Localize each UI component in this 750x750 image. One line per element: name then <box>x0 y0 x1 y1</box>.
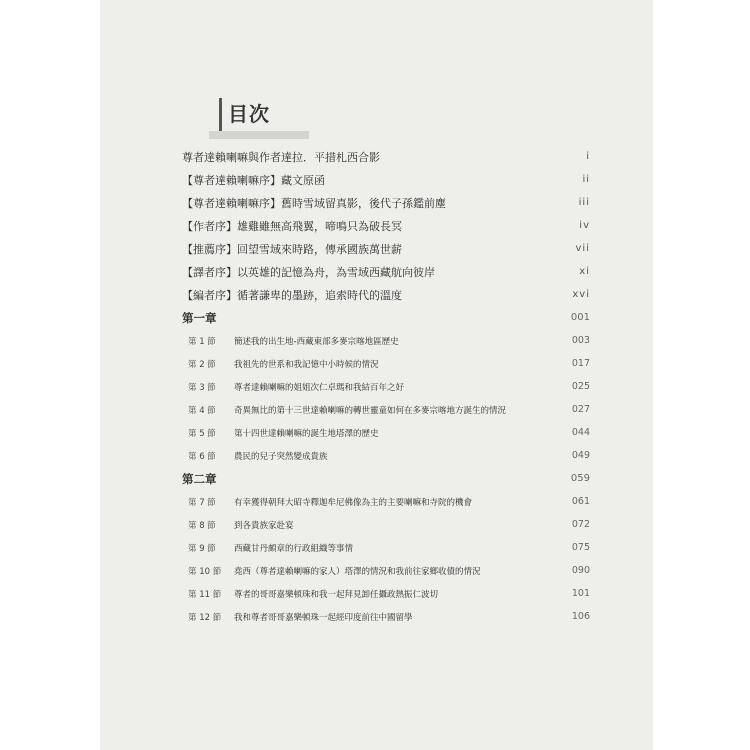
toc-section-10 <box>182 561 590 581</box>
toc-entry-label: 第十四世達賴喇嘛的誕生地塔澤的歷史 <box>234 429 379 439</box>
toc-entry-page: 090 <box>571 565 590 576</box>
toc-entry-label: 尊者的哥哥嘉樂頓珠和我一起拜見卸任攝政熱振仁波切 <box>234 590 439 600</box>
toc-entry-page: 106 <box>571 611 590 622</box>
toc-entry-label: 尊者達賴喇嘛的姐姐次仁卓瑪和我結百年之好 <box>234 383 405 393</box>
toc-entry-page: i <box>586 151 590 162</box>
toc-entry-label: 奇異無比的第十三世達賴喇嘛的轉世靈童如何在多麥宗喀地方誕生的情況 <box>234 406 507 416</box>
toc-entry-preface-7 <box>182 285 590 305</box>
toc-entry-page: 001 <box>570 312 590 323</box>
toc-entry-label: 尊者達賴喇嘛與作者達拉．平措札西合影 <box>182 151 380 164</box>
toc-entry-page: 044 <box>571 427 590 438</box>
toc-section-number: 第 12 節 <box>188 613 222 623</box>
toc-entry-label: 【推薦序】回望雪域來時路，傳承國族萬世薪 <box>182 243 402 256</box>
toc-entry-label: 到各貴族家赴宴 <box>234 521 294 531</box>
toc-section-number: 第 6 節 <box>188 452 216 462</box>
toc-section-number: 第 9 節 <box>188 544 216 554</box>
toc-entry-label: 有幸獲得朝拜大昭寺釋迦牟尼佛像為主的主要喇嘛和寺院的機會 <box>234 498 473 508</box>
toc-section-number: 第 10 節 <box>188 567 222 577</box>
toc-section-11 <box>182 584 590 604</box>
toc-entry-page: 003 <box>571 335 590 346</box>
toc-section-number: 第 11 節 <box>188 590 222 600</box>
toc-entry-label: 我祖先的世系和我記憶中小時候的情況 <box>234 360 379 370</box>
toc-section-number: 第 1 節 <box>188 337 216 347</box>
toc-entry-page: iv <box>579 220 590 231</box>
toc-section-number: 第 7 節 <box>188 498 216 508</box>
toc-entry-preface-2 <box>182 170 590 190</box>
toc-title: 目次 <box>228 102 270 126</box>
toc-entry-label: 簡述我的出生地-西藏東部多麥宗喀地區歷史 <box>234 337 399 347</box>
toc-section-4 <box>182 400 590 420</box>
toc-entry-label: 農民的兒子突然變成貴族 <box>234 452 328 462</box>
toc-entry-label: 堯西（尊者達賴喇嘛的家人）塔澤的情況和我前往家鄉收債的情況 <box>234 567 481 577</box>
toc-entry-page: vii <box>575 243 590 254</box>
toc-section-9 <box>182 538 590 558</box>
toc-entry-preface-6 <box>182 262 590 282</box>
toc-section-1 <box>182 331 590 351</box>
toc-section-3 <box>182 377 590 397</box>
toc-section-number: 第 4 節 <box>188 406 216 416</box>
toc-entry-label: 【尊者達賴喇嘛序】藏文原函 <box>182 174 325 187</box>
toc-entry-page: xi <box>579 266 590 277</box>
toc-entry-page: 059 <box>570 473 590 484</box>
toc-entry-preface-4 <box>182 216 590 236</box>
toc-entry-page: 049 <box>571 450 590 461</box>
toc-entry-label: 西藏甘丹頗章的行政組織等事情 <box>234 544 354 554</box>
toc-entry-page: ii <box>582 174 590 185</box>
toc-entry-label: 【譯者序】以英雄的記憶為舟，為雪域西藏航向彼岸 <box>182 266 435 279</box>
toc-entry-preface-1 <box>182 147 590 167</box>
toc-entry-page: iii <box>578 197 590 208</box>
toc-entry-preface-5 <box>182 239 590 259</box>
toc-chapter-title: 第一章 <box>182 311 217 325</box>
toc-entry-label: 我和尊者哥哥嘉樂頓珠一起經印度前往中國留學 <box>234 613 413 623</box>
toc-section-7 <box>182 492 590 512</box>
book-page <box>100 0 653 750</box>
toc-entry-page: 072 <box>571 519 590 530</box>
title-underline <box>209 131 309 139</box>
toc-entry-page: xvi <box>572 289 590 300</box>
toc-entry-page: 017 <box>571 358 590 369</box>
toc-entry-preface-3 <box>182 193 590 213</box>
toc-entry-label: 【作者序】雄雞雖無高飛翼，啼鳴只為破長冥 <box>182 220 402 233</box>
toc-entry-page: 025 <box>571 381 590 392</box>
toc-section-2 <box>182 354 590 374</box>
toc-section-5 <box>182 423 590 443</box>
toc-section-6 <box>182 446 590 466</box>
toc-entry-label: 【尊者達賴喇嘛序】舊時雪域留真影，後代子孫鑑前塵 <box>182 197 446 210</box>
toc-chapter-2 <box>182 469 590 489</box>
toc-chapter-1 <box>182 308 590 328</box>
toc-section-number: 第 2 節 <box>188 360 216 370</box>
toc-entry-page: 027 <box>571 404 590 415</box>
toc-section-12 <box>182 607 590 627</box>
title-accent-bar <box>219 98 222 134</box>
toc-section-8 <box>182 515 590 535</box>
toc-entry-page: 061 <box>571 496 590 507</box>
toc-entry-page: 101 <box>571 588 590 599</box>
toc-chapter-title: 第二章 <box>182 472 217 486</box>
toc-entry-page: 075 <box>571 542 590 553</box>
toc-section-number: 第 8 節 <box>188 521 216 531</box>
toc-section-number: 第 3 節 <box>188 383 216 393</box>
toc-section-number: 第 5 節 <box>188 429 216 439</box>
toc-entry-label: 【編者序】循著謙卑的墨跡，追索時代的溫度 <box>182 289 402 302</box>
